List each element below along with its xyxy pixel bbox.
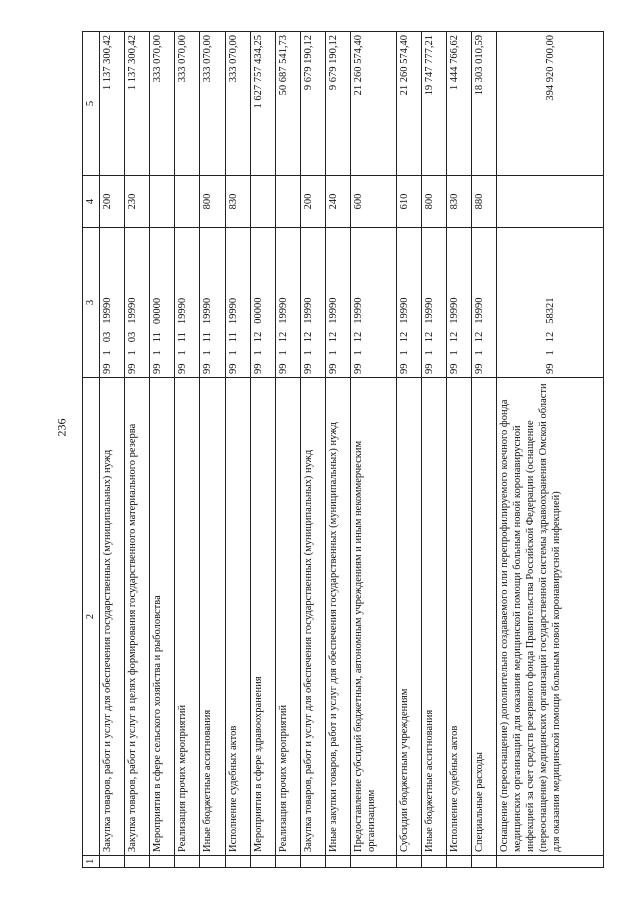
row-amount: 9 679 190,12	[300, 32, 325, 176]
table-row	[497, 32, 604, 868]
row-code	[300, 228, 325, 378]
row-amount: 1 137 300,42	[125, 32, 150, 176]
table-row	[446, 32, 471, 868]
code-part: 19990	[327, 297, 339, 324]
row-expense-type: 830	[225, 176, 250, 228]
code-part: 11	[177, 332, 189, 343]
code-part: 1	[448, 350, 460, 356]
row-name: Мероприятия в сфере сельского хозяйства и рыболовства	[150, 378, 175, 856]
code-part: 99	[277, 363, 289, 374]
code-part: 99	[202, 363, 214, 374]
code-part: 19990	[353, 297, 365, 324]
code-part: 19990	[277, 297, 289, 324]
row-expense-type: 610	[396, 176, 421, 228]
row-code	[421, 228, 446, 378]
row-code	[446, 228, 471, 378]
row-expense-type: 800	[200, 176, 225, 228]
row-index-cell	[471, 856, 496, 868]
code-part: 11	[227, 332, 239, 343]
row-amount: 333 070,00	[150, 32, 175, 176]
code-part: 1	[423, 350, 435, 356]
code-part: 11	[152, 332, 164, 343]
row-expense-type: 880	[471, 176, 496, 228]
row-index-cell	[275, 856, 300, 868]
row-expense-type: 800	[421, 176, 446, 228]
code-part: 99	[473, 363, 485, 374]
row-code	[150, 228, 175, 378]
code-part: 1	[202, 350, 214, 356]
header-col-4: 4	[83, 176, 100, 228]
code-part: 99	[127, 363, 139, 374]
row-amount: 1 137 300,42	[100, 32, 125, 176]
row-code	[100, 228, 125, 378]
code-part: 99	[227, 363, 239, 374]
rotated-table-container	[82, 32, 604, 868]
row-index-cell	[200, 856, 225, 868]
row-amount: 50 687 541,73	[275, 32, 300, 176]
row-index-cell	[100, 856, 125, 868]
code-part: 99	[353, 363, 365, 374]
code-part: 58321	[544, 297, 556, 324]
code-part: 11	[202, 332, 214, 343]
row-name: Закупка товаров, работ и услуг для обеспечения государственных (муниципальных) нужд	[100, 378, 125, 856]
table-body	[100, 32, 604, 868]
code-part: 12	[353, 331, 365, 343]
code-part: 03	[102, 331, 113, 343]
row-index-cell	[300, 856, 325, 868]
code-part: 99	[544, 363, 556, 374]
code-part: 19990	[473, 297, 485, 324]
row-name: Исполнение судебных актов	[225, 378, 250, 856]
row-expense-type: 830	[446, 176, 471, 228]
code-part: 99	[327, 363, 339, 374]
row-code	[200, 228, 225, 378]
code-part: 12	[473, 331, 485, 343]
code-part: 19990	[448, 297, 460, 324]
code-part: 12	[398, 331, 410, 343]
table-row	[275, 32, 300, 868]
row-amount: 18 303 010,59	[471, 32, 496, 176]
code-part: 1	[327, 350, 339, 356]
code-part: 00000	[152, 297, 164, 325]
code-part: 19990	[423, 297, 435, 324]
row-index-cell	[446, 856, 471, 868]
row-name: Исполнение судебных актов	[446, 378, 471, 856]
code-part: 99	[423, 363, 435, 374]
row-name: Закупка товаров, работ и услуг для обеспечения государственных (муниципальных) нужд	[300, 378, 325, 856]
code-part: 12	[423, 331, 435, 343]
table-row	[396, 32, 421, 868]
code-part: 1	[252, 350, 264, 356]
code-part: 1	[277, 350, 289, 356]
header-col-5: 5	[83, 32, 100, 176]
row-expense-type: 240	[325, 176, 350, 228]
row-name: Иные бюджетные ассигнования	[421, 378, 446, 856]
row-expense-type	[275, 176, 300, 228]
code-part: 19990	[102, 297, 113, 324]
row-name: Реализация прочих мероприятий	[175, 378, 200, 856]
header-col-2: 2	[83, 378, 100, 856]
row-amount: 394 920 700,00	[497, 32, 604, 176]
row-index-cell	[325, 856, 350, 868]
row-code	[175, 228, 200, 378]
code-part: 19990	[202, 297, 214, 325]
code-part: 12	[252, 331, 264, 343]
code-part: 12	[327, 331, 339, 343]
row-expense-type	[150, 176, 175, 228]
row-code	[471, 228, 496, 378]
row-amount: 333 070,00	[225, 32, 250, 176]
row-index-cell	[225, 856, 250, 868]
table-row	[100, 32, 125, 868]
row-code	[497, 228, 604, 378]
budget-table-wrapper	[82, 32, 604, 868]
code-part: 1	[353, 350, 365, 356]
code-part: 1	[102, 350, 113, 356]
row-expense-type: 200	[100, 176, 125, 228]
code-part: 99	[102, 363, 113, 374]
code-part: 1	[152, 350, 164, 356]
row-code	[250, 228, 275, 378]
header-row	[83, 32, 100, 868]
row-name: Иные бюджетные ассигнования	[200, 378, 225, 856]
row-index-cell	[497, 856, 604, 868]
row-expense-type: 230	[125, 176, 150, 228]
code-part: 19990	[302, 297, 314, 324]
page-number: 236	[54, 418, 69, 437]
code-part: 12	[544, 331, 556, 343]
row-name: Субсидии бюджетным учреждениям	[396, 378, 421, 856]
row-expense-type	[175, 176, 200, 228]
row-code	[325, 228, 350, 378]
table-row	[471, 32, 496, 868]
row-amount: 19 747 777,21	[421, 32, 446, 176]
table-row	[150, 32, 175, 868]
code-part: 99	[152, 363, 164, 374]
row-code	[396, 228, 421, 378]
table-row	[250, 32, 275, 868]
code-part: 99	[252, 363, 264, 374]
row-code	[275, 228, 300, 378]
row-amount: 333 070,00	[200, 32, 225, 176]
row-amount: 9 679 190,12	[325, 32, 350, 176]
code-part: 1	[302, 350, 314, 356]
code-part: 1	[544, 350, 556, 356]
table-row	[125, 32, 150, 868]
row-index-cell	[150, 856, 175, 868]
code-part: 1	[473, 350, 485, 356]
row-name: Реализация прочих мероприятий	[275, 378, 300, 856]
code-part: 03	[127, 331, 139, 343]
row-index-cell	[351, 856, 397, 868]
row-name: Мероприятия в сфере здравоохранения	[250, 378, 275, 856]
code-part: 99	[448, 363, 460, 374]
row-amount: 1 444 766,62	[446, 32, 471, 176]
row-amount: 1 627 757 434,25	[250, 32, 275, 176]
table-row	[351, 32, 397, 868]
code-part: 19990	[398, 297, 410, 324]
row-code	[225, 228, 250, 378]
row-name: Предоставление субсидий бюджетным, автономным учреждениям и иным некоммерческим организациям	[351, 378, 397, 856]
code-part: 1	[227, 350, 239, 356]
code-part: 99	[177, 363, 189, 374]
row-name: Оснащение (переоснащение) дополнительно создаваемого или перепрофилируемого коечного фонда медицинских организаций для оказания медицинской помощи больным новой коронавирусной инфекцией за счет средств резервного фонда Правительства Российской Федерации (оснащение (переоснащение) медицинских организаций государственной системы здравоохранения Омской области для оказания медицинской помощи больным новой коронавирусной инфекцией)	[497, 378, 604, 856]
row-index-cell	[175, 856, 200, 868]
code-part: 12	[277, 331, 289, 343]
row-name: Иные закупки товаров, работ и услуг для обеспечения государственных (муниципальных) нужд	[325, 378, 350, 856]
row-expense-type: 200	[300, 176, 325, 228]
table-row	[325, 32, 350, 868]
budget-table	[82, 31, 604, 868]
row-index-cell	[396, 856, 421, 868]
row-index-cell	[250, 856, 275, 868]
code-part: 1	[127, 350, 139, 356]
code-part: 12	[302, 331, 314, 343]
code-part: 19990	[127, 297, 139, 324]
code-part: 99	[302, 363, 314, 374]
table-row	[175, 32, 200, 868]
row-expense-type: 600	[351, 176, 397, 228]
header-col-3: 3	[83, 228, 100, 378]
code-part: 19990	[227, 297, 239, 325]
header-col-1: 1	[83, 856, 100, 868]
code-part: 1	[177, 350, 189, 356]
row-index-cell	[125, 856, 150, 868]
row-name: Специальные расходы	[471, 378, 496, 856]
code-part: 19990	[177, 297, 189, 325]
table-row	[225, 32, 250, 868]
code-part: 12	[448, 331, 460, 343]
row-index-cell	[421, 856, 446, 868]
row-code	[125, 228, 150, 378]
row-amount: 333 070,00	[175, 32, 200, 176]
table-row	[300, 32, 325, 868]
table-row	[200, 32, 225, 868]
code-part: 1	[398, 350, 410, 356]
row-expense-type	[497, 176, 604, 228]
row-amount: 21 260 574,40	[396, 32, 421, 176]
row-name: Закупка товаров, работ и услуг в целях формирования государственного материального резерва	[125, 378, 150, 856]
code-part: 99	[398, 363, 410, 374]
table-row	[421, 32, 446, 868]
row-amount: 21 260 574,40	[351, 32, 397, 176]
code-part: 00000	[252, 297, 264, 324]
row-code	[351, 228, 397, 378]
row-expense-type	[250, 176, 275, 228]
